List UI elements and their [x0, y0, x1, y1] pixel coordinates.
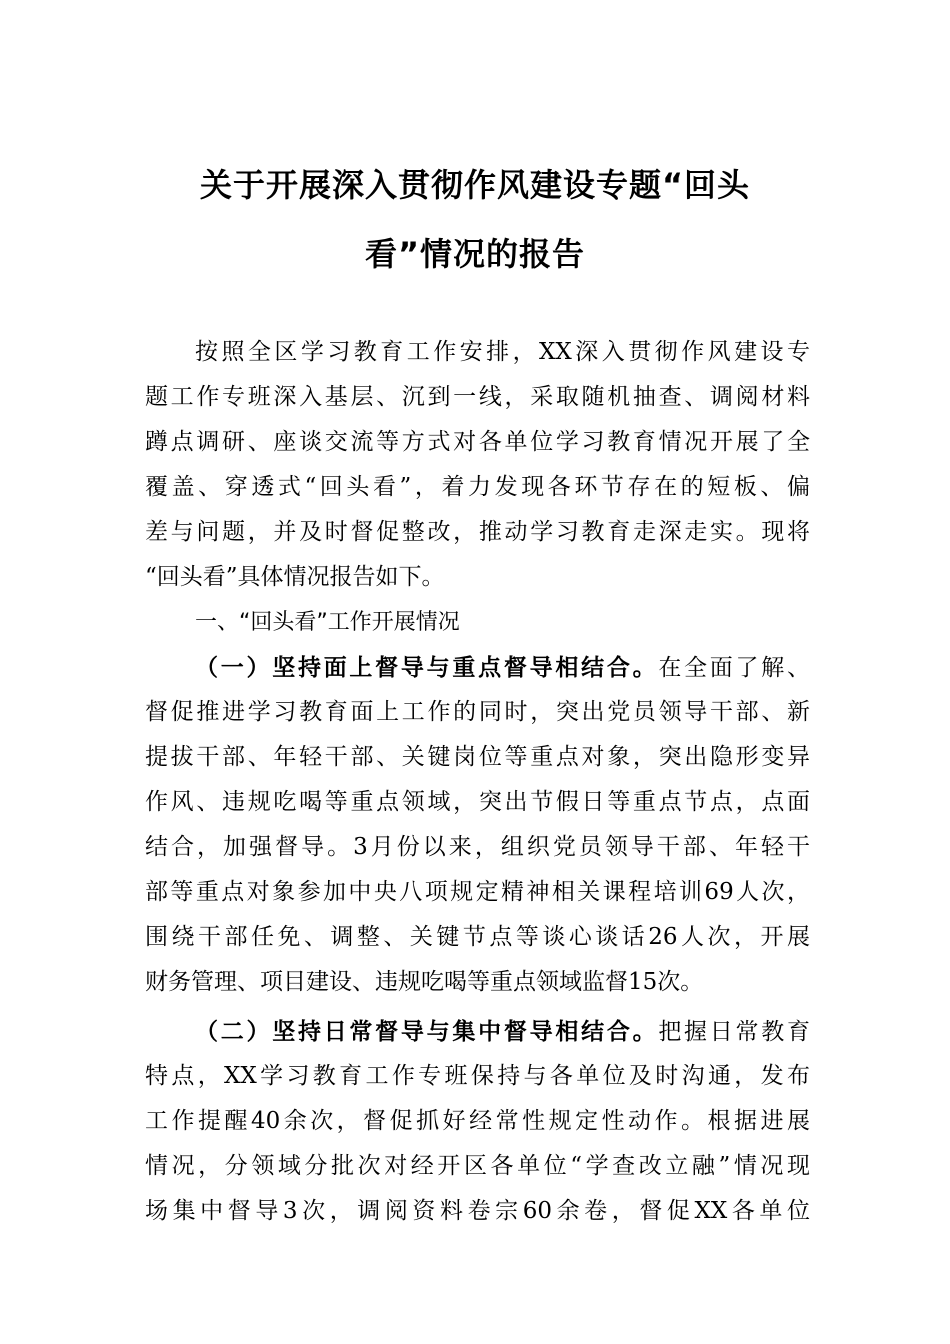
subsection-lead: （一）坚持面上督导与重点督导相结合。: [195, 654, 659, 681]
paragraph-line: 督促推进学习教育面上工作的同时，突出党员领导干部、新: [145, 699, 810, 725]
report-title-line-2: 看”情况的报告: [364, 235, 586, 273]
paragraph-line: 工作提醒40余次，督促抓好经常性规定性动作。根据进展: [145, 1108, 810, 1134]
intro-paragraph: [145, 330, 810, 600]
paragraph-text: 在全面了解、: [658, 655, 811, 681]
paragraph-line: 提拔干部、年轻干部、关键岗位等重点对象，突出隐形变异: [145, 744, 810, 770]
intro-line: 差与问题，并及时督促整改，推动学习教育走深走实。现将: [145, 519, 810, 545]
paragraph-line: [145, 645, 810, 690]
report-title-line-1: 关于开展深入贯彻作风建设专题“回头: [199, 166, 751, 204]
intro-line: “回头看”具体情况报告如下。: [145, 564, 445, 590]
paragraph-line: 财务管理、项目建设、违规吃喝等重点领域监督15次。: [145, 969, 704, 995]
paragraph-line: 作风、违规吃喝等重点领域，突出节假日等重点节点，点面: [145, 789, 810, 815]
subsection-1-paragraph: [145, 645, 810, 1005]
paragraph-text: 把握日常教育: [658, 1019, 811, 1045]
paragraph-line: 结合，加强督导。3月份以来，组织党员领导干部、年轻干: [145, 834, 810, 860]
paragraph-line: [145, 1009, 810, 1054]
paragraph-line: 场集中督导3次，调阅资料卷宗60余卷，督促XX各单位: [145, 1198, 810, 1224]
subsection-lead: （二）坚持日常督导与集中督导相结合。: [195, 1018, 659, 1045]
paragraph-line: 部等重点对象参加中央八项规定精神相关课程培训69人次，: [145, 879, 810, 905]
section-heading: 一、“回头看”工作开展情况: [195, 610, 460, 635]
report-body: [145, 330, 810, 1234]
paragraph-line: 情况，分领域分批次对经开区各单位“学查改立融”情况现: [145, 1153, 810, 1179]
intro-line: 蹲点调研、座谈交流等方式对各单位学习教育情况开展了全: [145, 429, 810, 455]
intro-line: 题工作专班深入基层、沉到一线，采取随机抽查、调阅材料: [145, 384, 810, 410]
intro-line: 按照全区学习教育工作安排，XX深入贯彻作风建设专: [195, 339, 810, 365]
paragraph-line: 围绕干部任免、调整、关键节点等谈心谈话26人次，开展: [145, 924, 810, 950]
intro-line: 覆盖、穿透式“回头看”，着力发现各环节存在的短板、偏: [145, 474, 810, 500]
subsection-2-paragraph: [145, 1009, 810, 1234]
paragraph-line: 特点，XX学习教育工作专班保持与各单位及时沟通，发布: [145, 1063, 810, 1089]
